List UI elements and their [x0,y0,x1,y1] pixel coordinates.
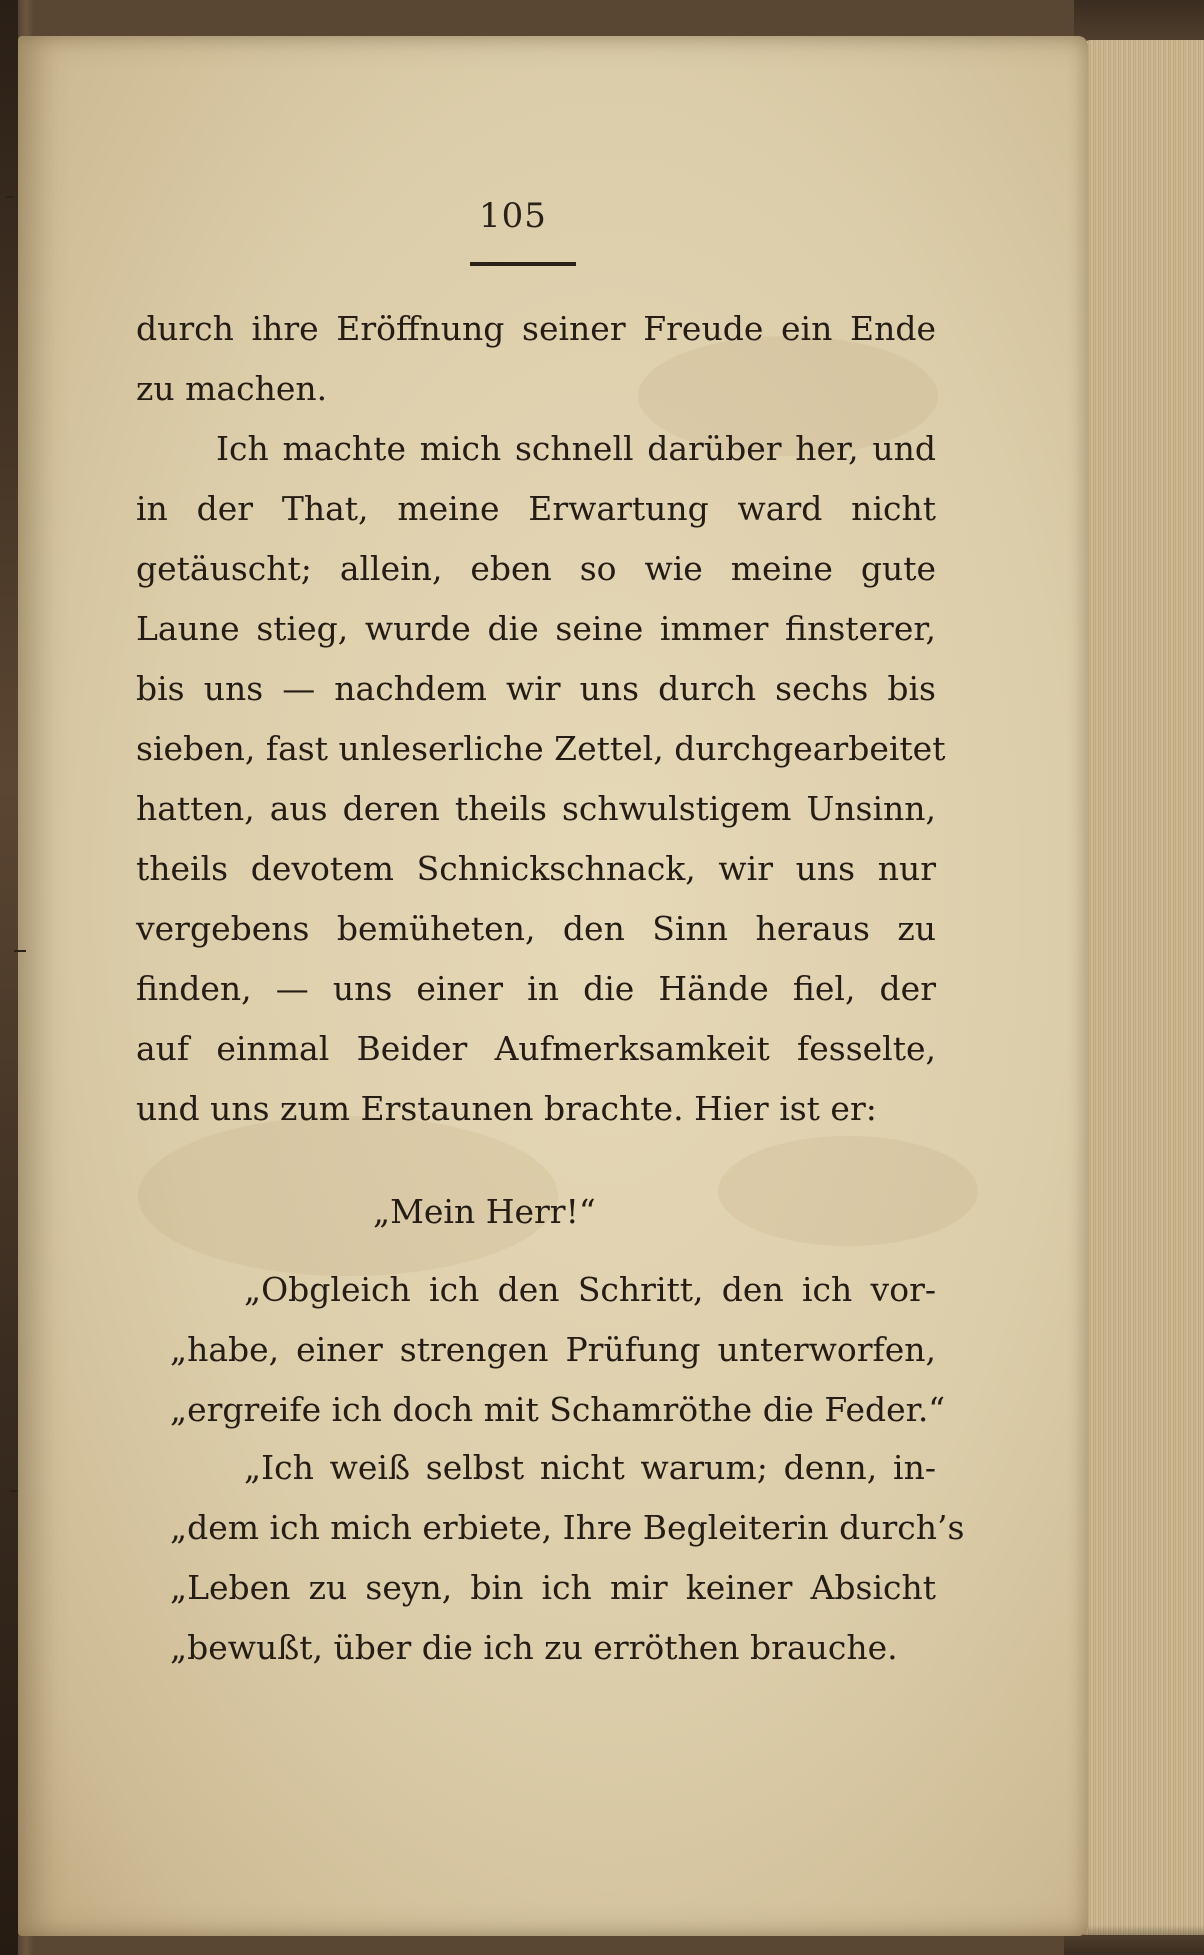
text-line: auf einmal Beider Aufmerksamkeit fesselte, [136,1029,936,1068]
gutter-mark [14,950,26,952]
letter-paragraph [136,1438,965,1678]
text-line: hatten, aus deren theils schwulstigem Unsinn, [136,789,936,828]
text-line: getäuscht; allein, eben so wie meine gute [136,549,936,588]
text-line: „ergreife ich doch mit Schamröthe die Feder.“ [170,1390,946,1429]
page-number: 105 [479,196,547,236]
text-line: durch ihre Eröffnung seiner Freude ein Ende [136,309,936,348]
paragraph-narrative [136,419,946,1139]
text-line: in der That, meine Erwartung ward nicht [136,489,936,528]
text-line: „Leben zu seyn, bin ich mir keiner Absicht [170,1568,936,1607]
book-page [18,36,1088,1936]
text-line: vergebens bemüheten, den Sinn heraus zu [136,909,936,948]
text-line: und uns zum Erstaunen brachte. Hier ist er: [136,1089,877,1128]
paper-stain [718,1136,978,1246]
text-line: zu machen. [136,369,328,408]
page-block-edges [1084,40,1204,1935]
header-rule [470,262,576,266]
text-line: „bewußt, über die ich zu erröthen brauche. [170,1628,898,1667]
book-cover-edge [0,0,18,1955]
text-line: finden, — uns einer in die Hände fiel, der [136,969,936,1008]
gutter-mark [6,196,14,198]
letter-salutation: „Mein Herr!“ [373,1192,596,1231]
text-line: theils devotem Schnickschnack, wir uns nur [136,849,936,888]
text-line: „dem ich mich erbiete, Ihre Begleiterin durch’s [170,1508,965,1547]
text-line: sieben, fast unleserliche Zettel, durchgearbeitet [136,729,946,768]
text-line: „habe, einer strengen Prüfung unterworfen, [170,1330,936,1369]
text-line: bis uns — nachdem wir uns durch sechs bis [136,669,936,708]
text-line: Laune stieg, wurde die seine immer finsterer, [136,609,936,648]
gutter-mark [10,1490,18,1492]
text-line: „Obgleich ich den Schritt, den ich vor- [244,1270,936,1309]
paragraph-continuation [136,299,936,419]
letter-paragraph [136,1260,946,1440]
text-line: Ich machte mich schnell darüber her, und [216,429,936,468]
text-line: „Ich weiß selbst nicht warum; denn, in- [244,1448,936,1487]
